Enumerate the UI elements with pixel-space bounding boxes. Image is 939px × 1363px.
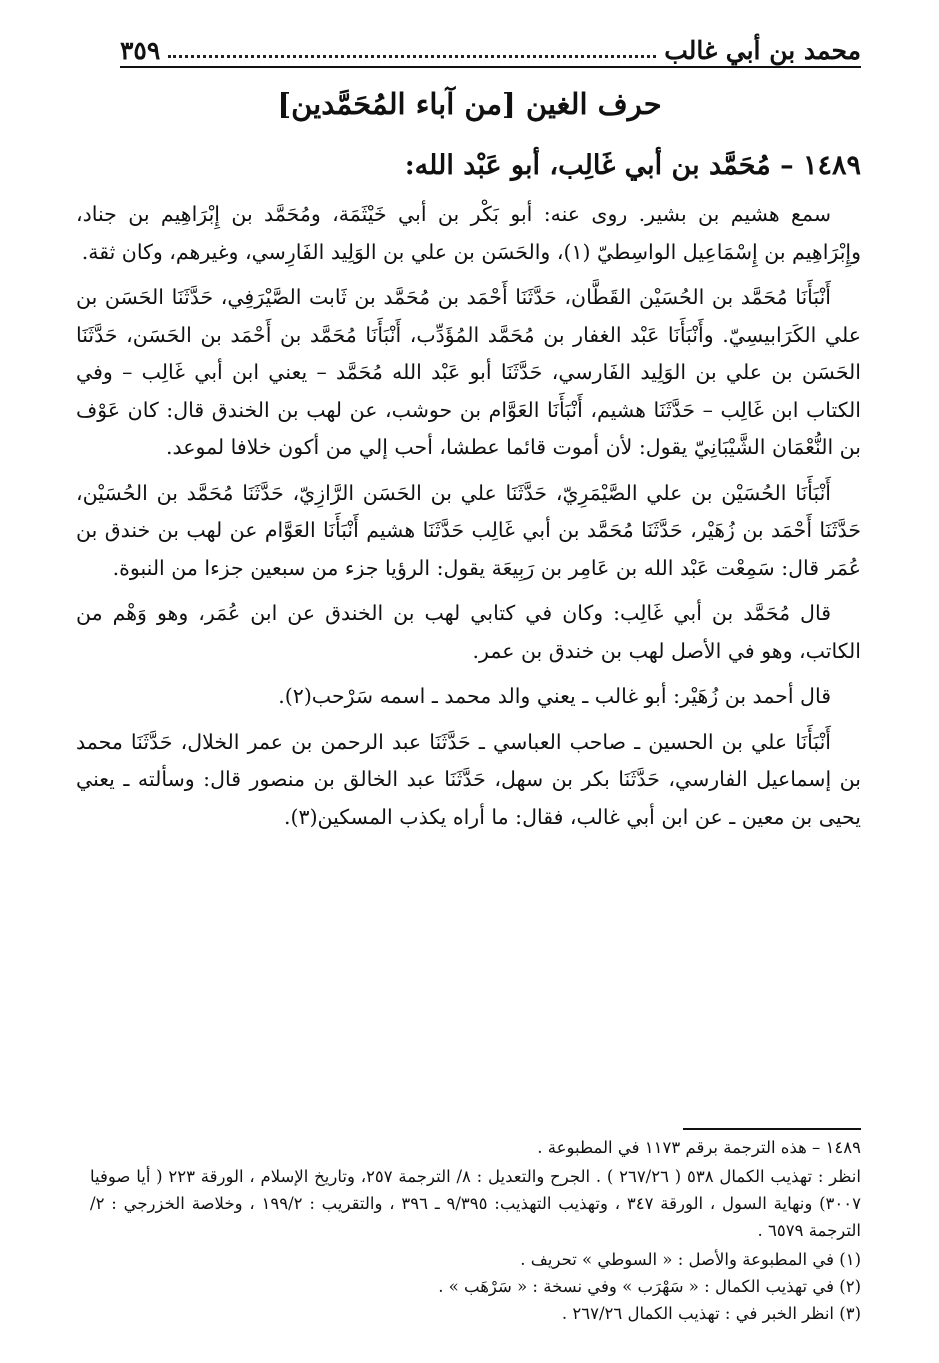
footnote-item: (٣) انظر الخبر في : تهذيب الكمال ٢٦٧/٢٦ . — [561, 1304, 861, 1323]
paragraph: قال مُحَمَّد بن أبي غَالِب: وكان في كتابي لهب بن الخندق عن ابن عُمَر، وهو وَهْم من الكاتب، وهو في الأصل لهب بن خندق بن عمر. — [76, 601, 861, 663]
footnote-sources: انظر : تهذيب الكمال ٥٣٨ ( ٢٦٧/٢٦ ) . الجرح والتعديل : ٨/ الترجمة ٢٥٧، وتاريخ الإسلام ، الورقة ٢٢٣ ( أيا صوفيا ٣٠٠٧) ونهاية السول ، الورقة ٣٤٧ ، وتهذيب التهذيب: ٩/٣٩٥ ـ ٣٩٦ ، والتقريب : ١٩٩/٢ ، وخلاصة الخزرجي : ٢/ الترجمة ٦٥٧٩ . — [90, 1167, 861, 1240]
footnote-item: (٢) في تهذيب الكمال : « سَهْرَب » وفي نسخة : « سَرْهَب » . — [438, 1277, 861, 1296]
paragraph: أَنْبَأَنَا الحُسَيْن بن علي الصَّيْمَرِيّ، حَدَّثَنَا علي بن الحَسَن الرَّازِيّ، حَدَّثَنَا مُحَمَّد بن الحُسَيْن، حَدَّثَنَا أَحْمَد بن زُهَيْر، حَدَّثَنَا مُحَمَّد بن أبي غَالِب حَدَّثَنَا هشيم أَنْبَأَنَا العَوَّام عن لهب بن خندق بن عُمَر قال: سَمِعْت عَبْد الله بن عَامِر بن رَبِيعَة يقول: الرؤيا جزء من سبعين جزءا من النبوة. — [76, 480, 861, 580]
entry-heading: ١٤٨٩ – مُحَمَّد بن أبي غَالِب، أبو عَبْد الله: — [404, 150, 861, 181]
paragraph: أَنْبَأَنَا علي بن الحسين ـ صاحب العباسي ـ حَدَّثَنَا عبد الرحمن بن عمر الخلال، حَدَّثَنَا محمد بن إسماعيل الفارسي، حَدَّثَنَا بكر بن سهل، حَدَّثَنَا عبد الخالق بن منصور قال: وسألته ـ يعني يحيى بن معين ـ عن ابن أبي غالب، فقال: ما أراه يكذب المسكين(٣). — [76, 729, 861, 829]
section-heading: حرف الغين [من آباء المُحَمَّدين] — [277, 87, 662, 121]
leader-dots — [168, 55, 656, 58]
footnotes — [90, 1134, 861, 1327]
footnote-entry-note: ١٤٨٩ – هذه الترجمة برقم ١١٧٣ في المطبوعة . — [537, 1138, 861, 1157]
paragraph: قال أحمد بن زُهَيْر: أبو غالب ـ يعني والد محمد ـ اسمه سَرْحب(٢). — [278, 684, 831, 708]
running-title: محمد بن أبي غالب — [664, 36, 861, 65]
page-number: ٣٥٩ — [120, 36, 161, 65]
footnote-divider — [683, 1128, 861, 1130]
footnote-item: (١) في المطبوعة والأصل : « السوطي » تحريف . — [520, 1250, 861, 1269]
body-text — [76, 196, 861, 844]
running-header — [120, 30, 861, 68]
paragraph: أَنْبَأَنَا مُحَمَّد بن الحُسَيْن القَطَّان، حَدَّثَنَا أَحْمَد بن مُحَمَّد بن ثَابت الصَّيْرَفِي، حَدَّثَنَا الحَسَن بن علي الكَرَابيسِيّ. وأَنْبَأَنَا عَبْد الغفار بن مُحَمَّد المُؤَدِّب، أَنْبَأَنَا مُحَمَّد بن أَحْمَد بن الحَسَن، حَدَّثَنَا الحَسَن بن علي بن الوَلِيد الفَارسي، حَدَّثَنَا أبو عَبْد الله مُحَمَّد – يعني ابن أبي غَالِب – وفي الكتاب ابن غَالِب – حَدَّثَنَا هشيم، أَنْبَأَنَا العَوَّام بن حوشب، عن لهب بن الخندق قال: كان عَوْف بن النُّعْمَان الشَّيْبَانِيّ يقول: لأن أموت قائما عطشا، أحب إلي من أكون خلافا لموعد. — [76, 285, 861, 459]
paragraph: سمع هشيم بن بشير. روى عنه: أبو بَكْر بن أبي خَيْثَمَة، ومُحَمَّد بن إِبْرَاهِيم بن جناد، وإِبْرَاهِيم بن إِسْمَاعِيل الواسِطيّ (١)، والحَسَن بن علي بن الوَلِيد الفَارِسي، وغيرهم، وكان ثقة. — [76, 202, 861, 264]
